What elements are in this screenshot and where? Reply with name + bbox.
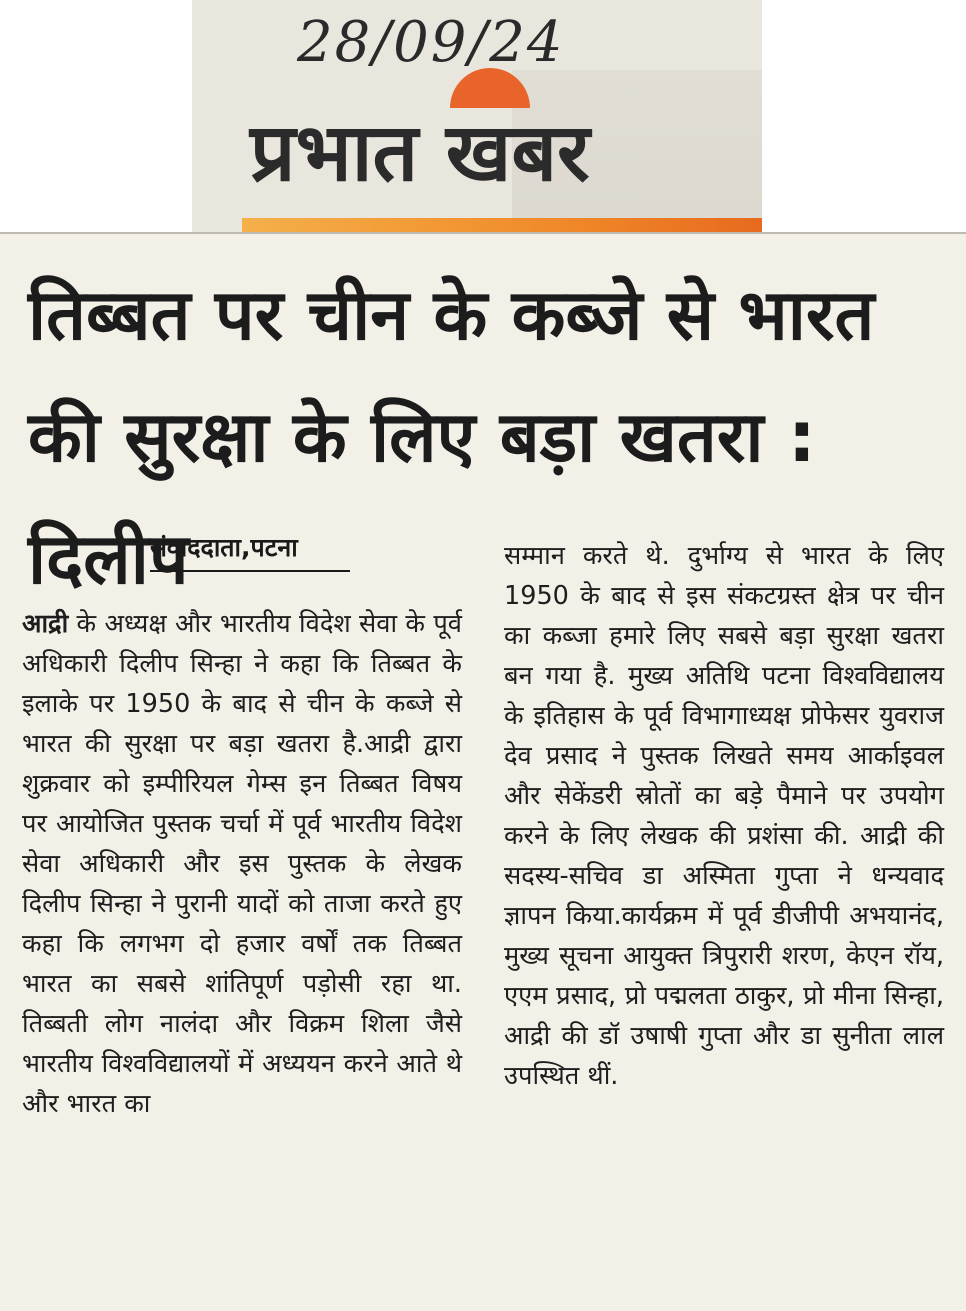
left-column-text: के अध्यक्ष और भारतीय विदेश सेवा के पूर्व अधिकारी दिलीप सिन्हा ने कहा कि तिब्बत के इलाके पर 1950 के बाद से चीन के कब्जे से भारत की सुरक्षा पर बड़ा खतरा है.आद्री द्वारा शुक्रवार को इम्पीरियल गेम्स इन तिब्बत विषय पर आयोजित पुस्तक चर्चा में पूर्व भारतीय विदेश सेवा अधिकारी और इस पुस्तक के लेखक दिलीप सिन्हा ने पुरानी यादों को ताजा करते हुए कहा कि लगभग दो हजार वर्षों तक तिब्बत भारत का सबसे शांतिपूर्ण पड़ोसी रहा था. तिब्बती लोग नालंदा और विक्रम शिला जैसे भारतीय विश्वविद्यालयों में अध्ययन करने आते थे और भारत का — [22, 609, 462, 1119]
masthead — [192, 0, 762, 240]
right-column-text: सम्मान करते थे. दुर्भाग्य से भारत के लिए 1950 के बाद से इस संकटग्रस्त क्षेत्र पर चीन का कब्जा हमारे लिए सबसे बड़ा सुरक्षा खतरा बन गया है. मुख्य अतिथि पटना विश्वविद्यालय के इतिहास के पूर्व विभागाध्यक्ष प्रोफेसर युवराज देव प्रसाद ने पुस्तक लिखते समय आर्काइवल और सेकेंडरी स्रोतों का बड़े पैमाने पर उपयोग करने के लिए लेखक की प्रशंसा की. आद्री की सदस्य-सचिव डा अस्मिता गुप्ता ने धन्यवाद ज्ञापन किया.कार्यक्रम में पूर्व डीजीपी अभयानंद, मुख्य सूचना आयुक्त त्रिपुरारी शरण, केएन रॉय, एएम प्रसाद, प्रो पद्मलता ठाकुर, प्रो मीना सिन्हा, आद्री की डॉ उषाषी गुप्ता और डा सुनीता लाल उपस्थित थीं. — [504, 541, 944, 1091]
article-column-right — [504, 536, 944, 1096]
article-headline: तिब्बत पर चीन के कब्जे से भारत की सुरक्षा के लिए बड़ा खतरा : दिलीप — [28, 274, 875, 600]
article-byline: संवाददाता,पटना — [150, 530, 350, 572]
handwritten-date: 28/09/24 — [297, 10, 565, 75]
news-clipping — [0, 232, 966, 1311]
newspaper-logo: प्रभात खबर — [250, 105, 590, 199]
lead-word: आद्री — [22, 609, 69, 639]
article-column-left — [22, 604, 462, 1124]
